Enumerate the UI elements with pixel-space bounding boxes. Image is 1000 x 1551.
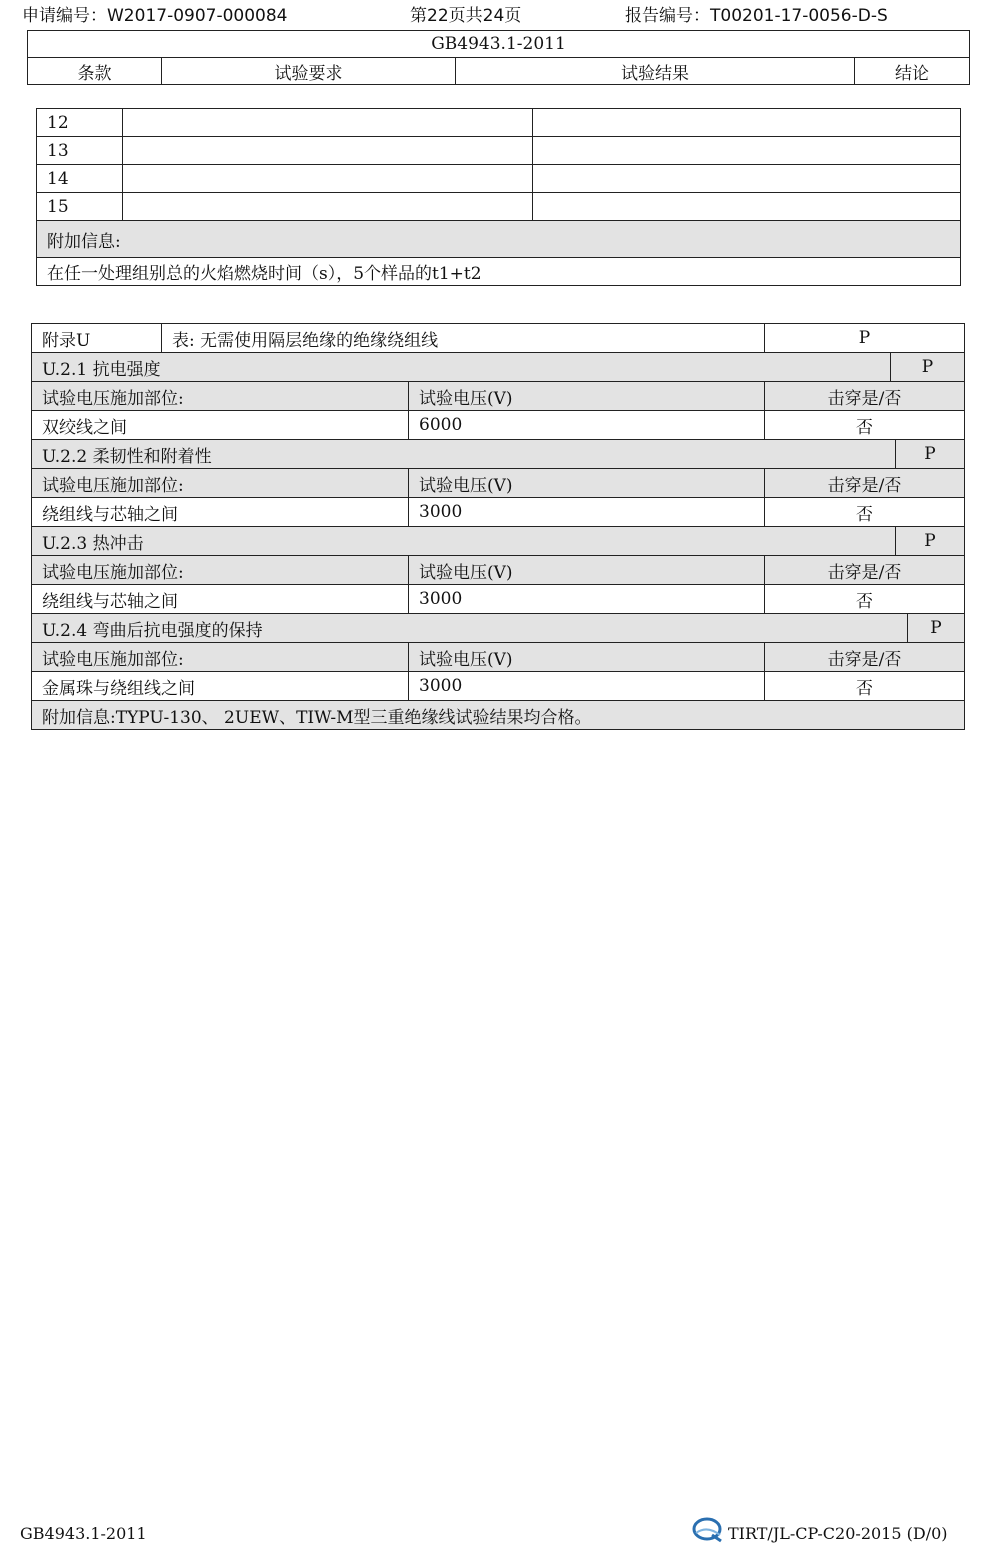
column-test-location: 试验电压施加部位: (32, 556, 409, 585)
table-row (37, 137, 961, 165)
annex-verdict: P (765, 324, 965, 353)
column-test-voltage: 试验电压(V) (409, 382, 765, 411)
application-number: 申请编号：W2017-0907-000084 (22, 6, 288, 26)
test-voltage: 3000 (409, 585, 765, 614)
company-logo-icon (690, 1515, 724, 1543)
column-test-location: 试验电压施加部位: (32, 469, 409, 498)
breakdown-result: 否 (765, 585, 965, 614)
table-row (37, 109, 961, 137)
breakdown-result: 否 (765, 411, 965, 440)
test-voltage: 3000 (409, 498, 765, 527)
section-heading: U.2.4 弯曲后抗电强度的保持 (32, 614, 908, 643)
section-heading: U.2.3 热冲击 (32, 527, 896, 556)
section-verdict: P (896, 527, 965, 556)
test-location: 绕组线与芯轴之间 (32, 585, 409, 614)
test-location: 绕组线与芯轴之间 (32, 498, 409, 527)
table-row (37, 165, 961, 193)
page-indicator: 第22页共24页 (410, 6, 522, 26)
row-number: 13 (37, 137, 123, 165)
column-result: 试验结果 (456, 58, 855, 85)
annex-label: 附录U (32, 324, 162, 353)
column-test-location: 试验电压施加部位: (32, 382, 409, 411)
additional-info-label: 附加信息: (37, 221, 961, 258)
section-verdict: P (896, 440, 965, 469)
annex-u-table (31, 323, 965, 730)
column-test-voltage: 试验电压(V) (409, 556, 765, 585)
row-number: 14 (37, 165, 123, 193)
annex-title: 表: 无需使用隔层绝缘的绝缘绕组线 (162, 324, 765, 353)
breakdown-result: 否 (765, 498, 965, 527)
standard-title: GB4943.1-2011 (28, 31, 970, 58)
column-breakdown: 击穿是/否 (765, 556, 965, 585)
section-verdict: P (891, 353, 965, 382)
footer-standard: GB4943.1-2011 (20, 1524, 147, 1543)
column-verdict: 结论 (855, 58, 970, 85)
column-test-voltage: 试验电压(V) (409, 643, 765, 672)
section-heading: U.2.2 柔韧性和附着性 (32, 440, 896, 469)
column-test-location: 试验电压施加部位: (32, 643, 409, 672)
additional-info-text: 在任一处理组别总的火焰燃烧时间（s），5个样品的t1+t2 (37, 258, 961, 286)
breakdown-result: 否 (765, 672, 965, 701)
table-row (37, 193, 961, 221)
column-clause: 条款 (28, 58, 162, 85)
section-heading: U.2.1 抗电强度 (32, 353, 891, 382)
table-row (32, 672, 965, 701)
test-voltage: 3000 (409, 672, 765, 701)
table-row (32, 498, 965, 527)
test-location: 金属珠与绕组线之间 (32, 672, 409, 701)
table-row (32, 585, 965, 614)
standard-header-table (27, 30, 970, 85)
column-requirement: 试验要求 (162, 58, 456, 85)
column-test-voltage: 试验电压(V) (409, 469, 765, 498)
section-verdict: P (908, 614, 965, 643)
additional-info: 附加信息:TYPU-130、 2UEW、TIW-M型三重绝缘线试验结果均合格。 (32, 701, 965, 730)
test-voltage: 6000 (409, 411, 765, 440)
column-breakdown: 击穿是/否 (765, 643, 965, 672)
table-row (32, 411, 965, 440)
flame-test-table (36, 108, 961, 286)
column-breakdown: 击穿是/否 (765, 469, 965, 498)
footer-form-code: TIRT/JL-CP-C20-2015 (D/0) (728, 1524, 948, 1543)
test-location: 双绞线之间 (32, 411, 409, 440)
report-number: 报告编号：T00201-17-0056-D-S (625, 6, 888, 26)
row-number: 12 (37, 109, 123, 137)
column-breakdown: 击穿是/否 (765, 382, 965, 411)
row-number: 15 (37, 193, 123, 221)
